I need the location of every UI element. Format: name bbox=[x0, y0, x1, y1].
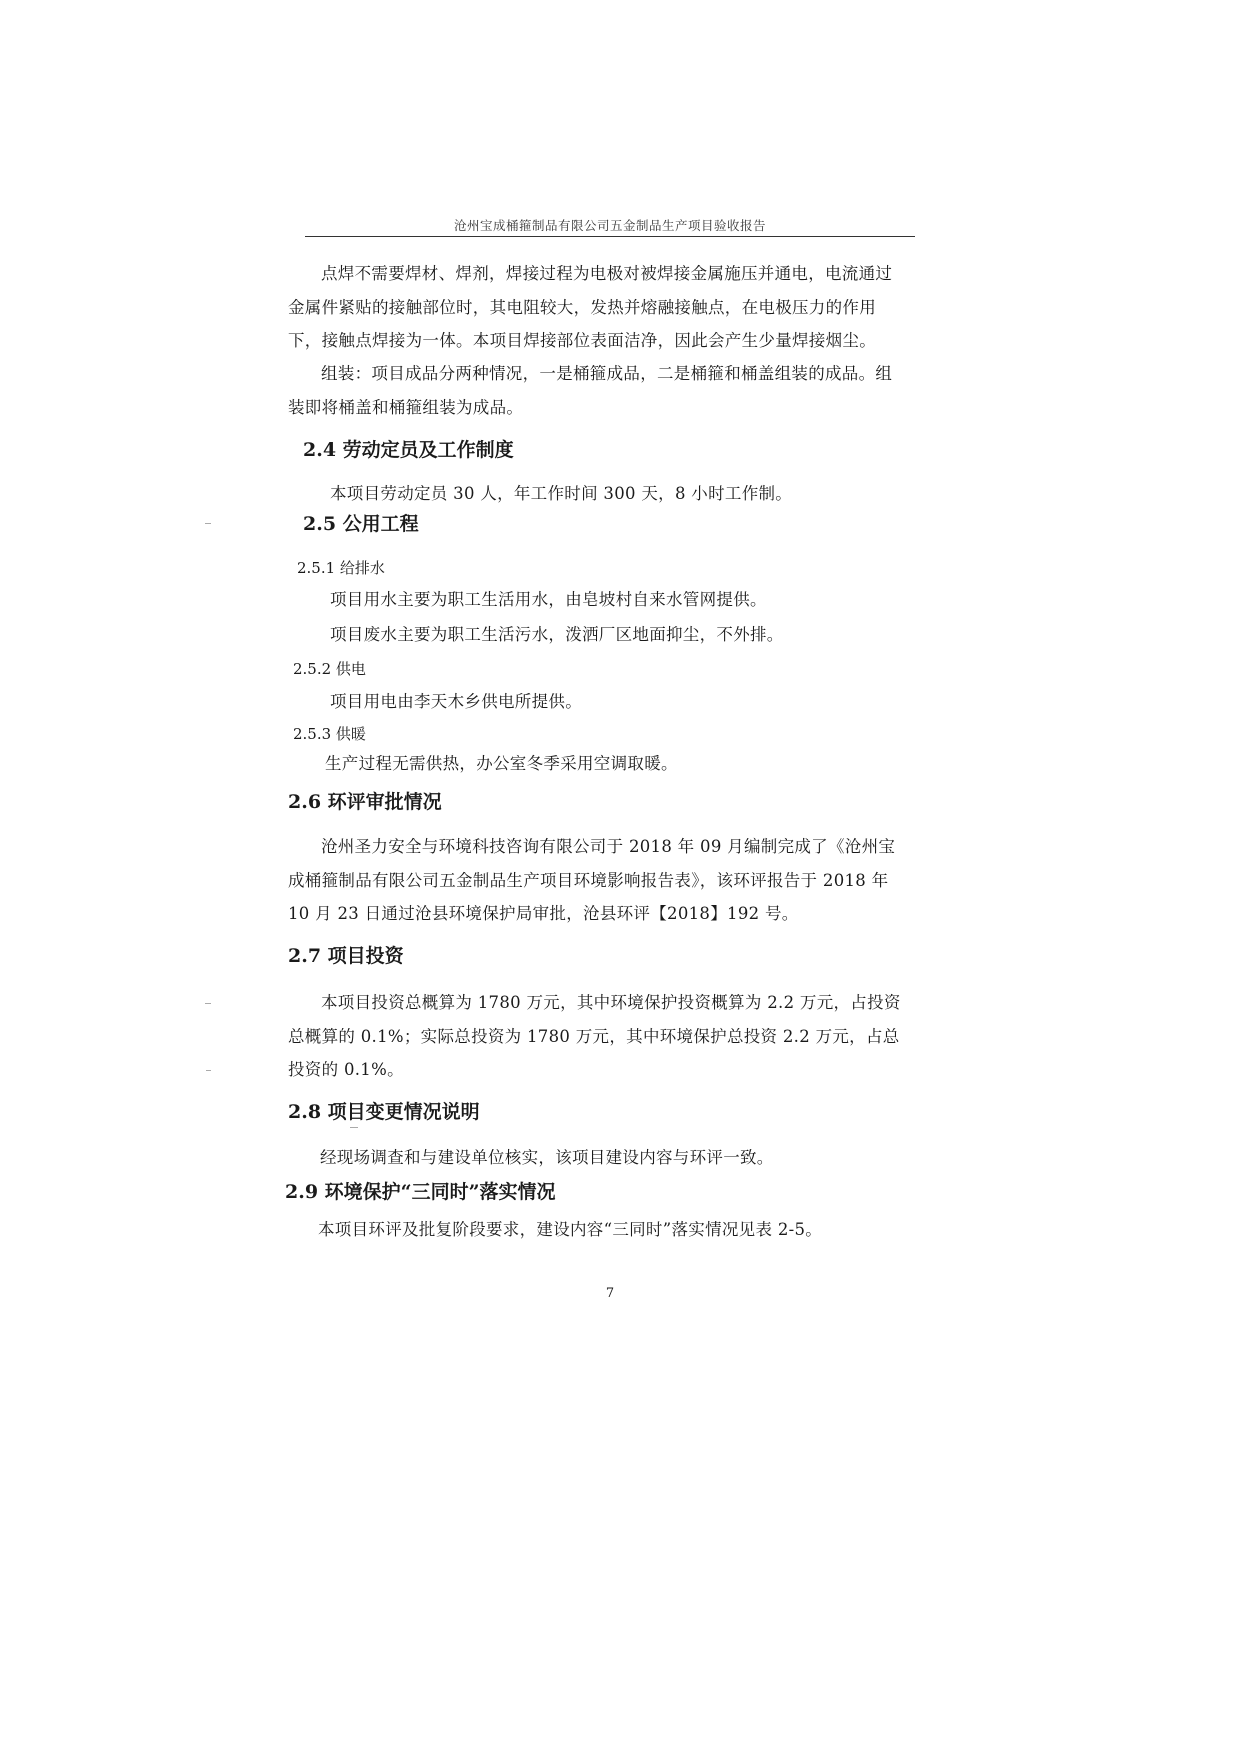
welding-paragraph: 点焊不需要焊材、焊剂，焊接过程为电极对被焊接金属施压并通电，电流通过金属件紧贴的接触部位时，其电阻较大，发热并熔融接触点，在电极压力的作用下，接触点焊接为一体。本项目焊接部位表面洁净，因此会产生少量焊接烟尘。 bbox=[288, 264, 893, 350]
section-2-9-text: 本项目环评及批复阶段要求，建设内容“三同时”落实情况见表 2-5。 bbox=[318, 1220, 823, 1239]
scan-speck bbox=[206, 1070, 211, 1071]
section-2-5-2-heading: 2.5.2 供电 bbox=[293, 660, 366, 678]
section-2-7-text: 本项目投资总概算为 1780 万元，其中环境保护投资概算为 2.2 万元，占投资总概算的 0.1%；实际总投资为 1780 万元，其中环境保护总投资 2.2 万元，占总投资的 0.1%。 bbox=[288, 993, 901, 1079]
section-2-9-heading: 2.9 环境保护“三同时”落实情况 bbox=[285, 1181, 556, 1203]
section-2-6-heading: 2.6 环评审批情况 bbox=[288, 791, 442, 813]
assembly-paragraph: 组装：项目成品分两种情况，一是桶箍成品，二是桶箍和桶盖组装的成品。组装即将桶盖和桶箍组装为成品。 bbox=[288, 364, 893, 417]
scan-speck bbox=[205, 523, 211, 524]
scan-speck bbox=[205, 1003, 211, 1004]
section-2-7-heading: 2.7 项目投资 bbox=[288, 945, 404, 967]
section-2-5-3-heading: 2.5.3 供暖 bbox=[293, 725, 366, 743]
section-2-8-heading: 2.8 项目变更情况说明 bbox=[288, 1101, 480, 1123]
power-supply-text: 项目用电由李天木乡供电所提供。 bbox=[330, 692, 582, 711]
scan-speck bbox=[350, 1127, 358, 1128]
water-supply-text: 项目用水主要为职工生活用水，由皂坡村自来水管网提供。 bbox=[330, 590, 767, 609]
section-2-4-heading: 2.4 劳动定员及工作制度 bbox=[303, 439, 514, 461]
section-2-8-text: 经现场调查和与建设单位核实，该项目建设内容与环评一致。 bbox=[320, 1148, 774, 1167]
section-2-5-1-heading: 2.5.1 给排水 bbox=[297, 559, 385, 577]
heating-text: 生产过程无需供热，办公室冬季采用空调取暖。 bbox=[325, 754, 678, 773]
running-header: 沧州宝成桶箍制品有限公司五金制品生产项目验收报告 bbox=[453, 218, 766, 233]
wastewater-text: 项目废水主要为职工生活污水，泼洒厂区地面抑尘，不外排。 bbox=[330, 625, 784, 644]
section-2-4-text: 本项目劳动定员 30 人，年工作时间 300 天，8 小时工作制。 bbox=[330, 484, 793, 503]
header-rule bbox=[305, 236, 915, 237]
section-2-6-text: 沧州圣力安全与环境科技咨询有限公司于 2018 年 09 月编制完成了《沧州宝成桶箍制品有限公司五金制品生产项目环境影响报告表》，该环评报告于 2018 年 10 月 23 日通过沧县环境保护局审批，沧县环评【2018】192 号。 bbox=[288, 837, 896, 923]
section-2-5-heading: 2.5 公用工程 bbox=[303, 513, 419, 535]
page-number: 7 bbox=[605, 1286, 615, 1301]
